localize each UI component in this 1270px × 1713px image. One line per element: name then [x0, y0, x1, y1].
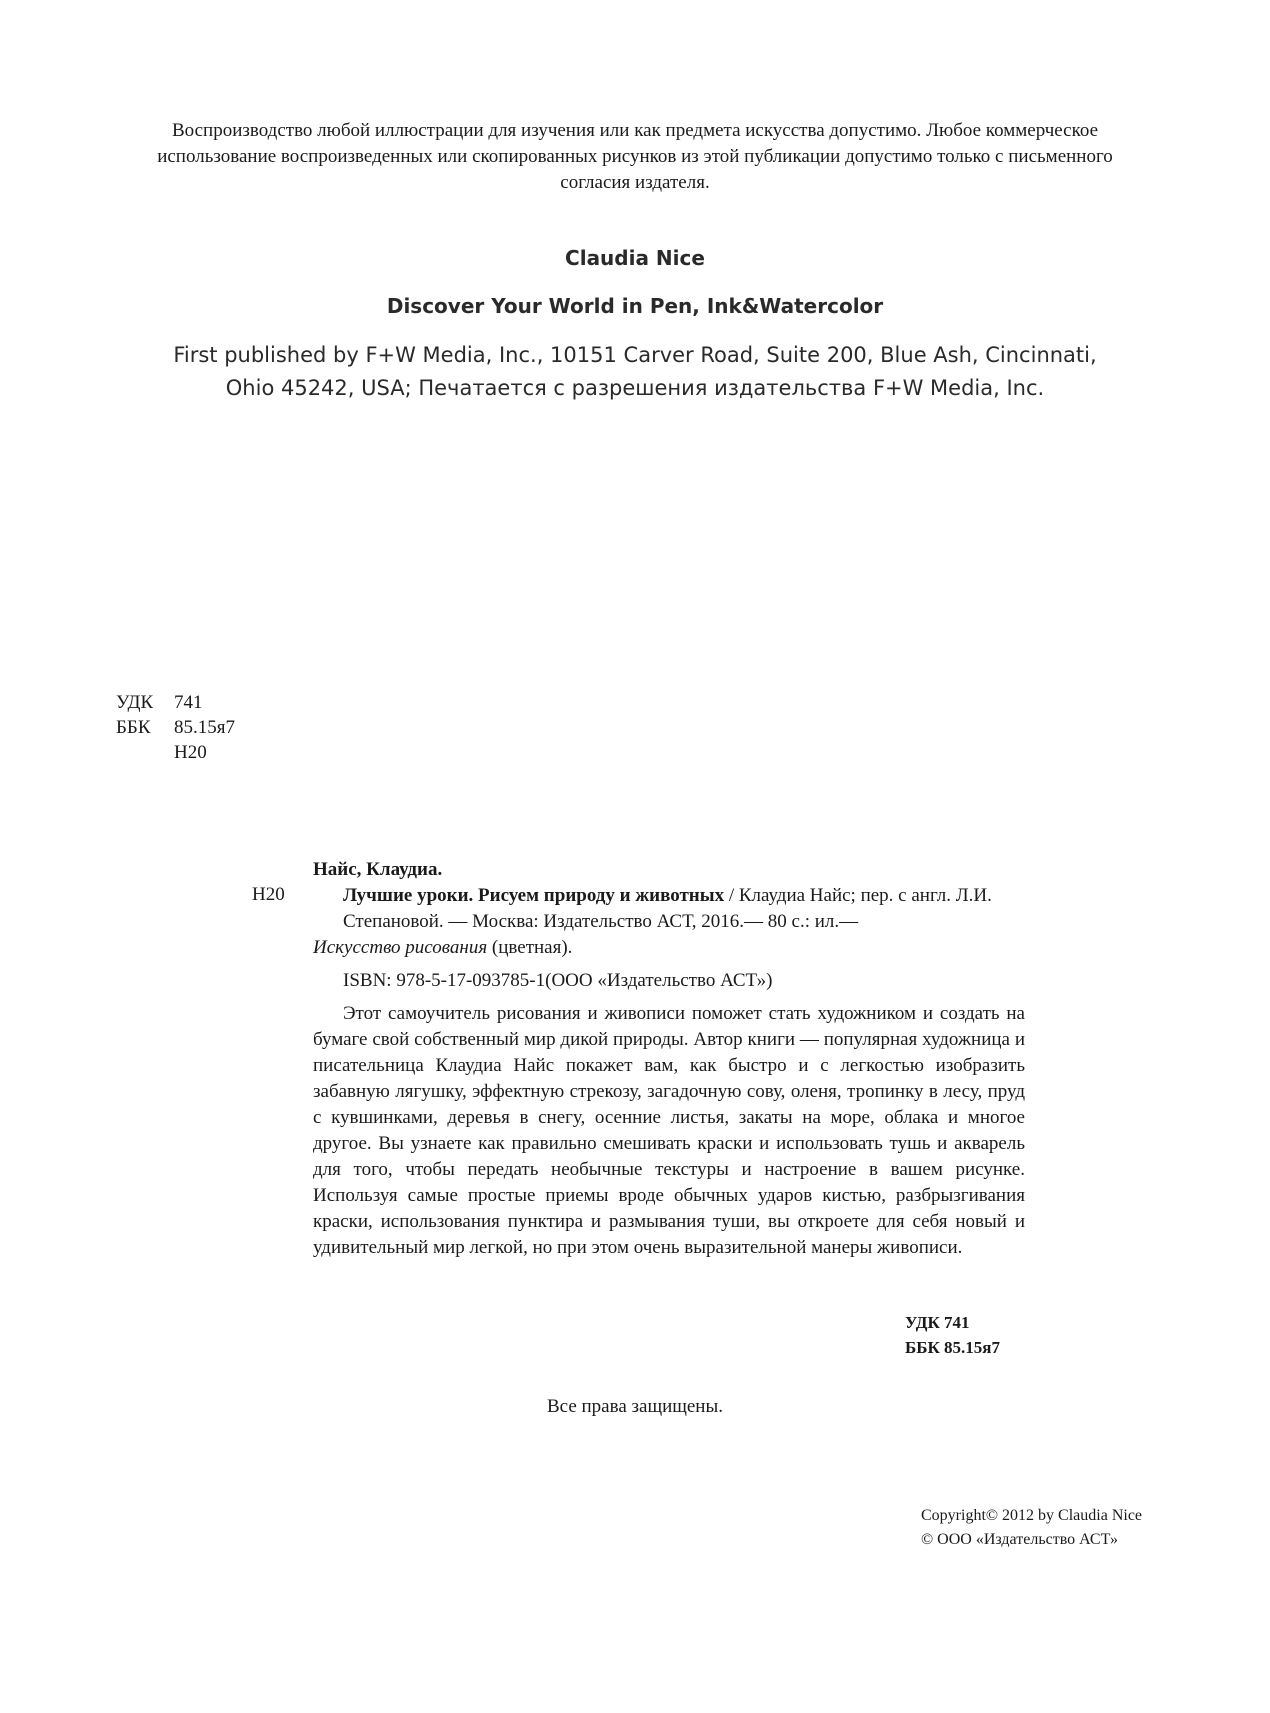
classification-block: [116, 690, 235, 765]
copyright-line-1: Copyright© 2012 by Claudia Nice: [921, 1507, 1143, 1524]
biblio-series: Искусство рисования: [313, 937, 488, 958]
biblio-description: [313, 883, 1025, 935]
bibliographic-record: [313, 857, 1025, 961]
publication-info: [130, 339, 1140, 405]
author-sign-code: Н20: [252, 884, 285, 905]
classification-value: 85.15я7: [174, 717, 235, 738]
biblio-series-note: (цветная).: [487, 937, 573, 958]
bbk-right: ББК 85.15я7: [905, 1338, 1001, 1357]
classification-key: УДК: [116, 692, 154, 713]
classification-value: 741: [174, 692, 203, 713]
classification-udk: [116, 690, 235, 715]
publication-line-2: Ohio 45242, USA; Печатается с разрешения издательства F+W Media, Inc.: [225, 376, 1045, 400]
annotation: Этот самоучитель рисования и живописи поможет стать художником и создать на бумаге свой собственный мир дикой природы. Автор книги — популярная художница и писательница Клаудиа Найс покажет вам, как быстро и с легкостью изобразить забавную лягушку, эффектную стрекозу, загадочную сову, оленя, тропинку в лесу, пруд с кувшинками, деревья в снегу, осенние листья, закаты на море, облака и многое другое. Вы узнаете как правильно смешивать краски и использовать тушь и акварель для того, чтобы передать необычные текстуры и настроение в вашем рисунке. Используя самые простые приемы вроде обычных ударов кистью, разбрызгивания краски, использования пунктира и размывания туши, вы откроете для себя новый и удивительный мир легкой, но при этом очень выразительной манеры живописи.: [313, 1003, 1025, 1258]
biblio-series-line: [313, 935, 1025, 961]
original-author: Claudia Nice: [565, 246, 705, 270]
copyright-line-2: © ООО «Издательство АСТ»: [921, 1531, 1118, 1548]
biblio-title-rest: / Клаудиа Найс; пер. с англ. Л.И. Степановой. — Москва: Издательство АСТ, 2016.— 80 с.: ил.—: [343, 885, 992, 932]
biblio-author-heading: Найс, Клаудиа.: [313, 859, 443, 880]
classification-right: [905, 1310, 1000, 1360]
classification-author-sign: [116, 740, 235, 765]
udk-right: УДК 741: [905, 1313, 970, 1332]
copyright-block: [921, 1504, 1142, 1552]
classification-key: [116, 740, 174, 765]
publication-line-1: First published by F+W Media, Inc., 10151 Carver Road, Suite 200, Blue Ash, Cincinnati,: [173, 343, 1097, 367]
original-title: Discover Your World in Pen, Ink&Watercolor: [386, 294, 884, 318]
classification-key: ББК: [116, 717, 151, 738]
isbn: ISBN: 978-5-17-093785-1(ООО «Издательство АСТ»): [343, 970, 773, 991]
classification-value: Н20: [174, 742, 207, 763]
classification-bbk: [116, 715, 235, 740]
rights-reserved: Все права защищены.: [546, 1396, 723, 1417]
biblio-title: Лучшие уроки. Рисуем природу и животных: [343, 885, 725, 906]
reproduction-notice: Воспроизводство любой иллюстрации для изучения или как предмета искусства допустимо. Любое коммерческое использование воспроизведенных или скопированных рисунков из этой публикации допустимо только с письменного согласия издателя.: [157, 120, 1113, 193]
